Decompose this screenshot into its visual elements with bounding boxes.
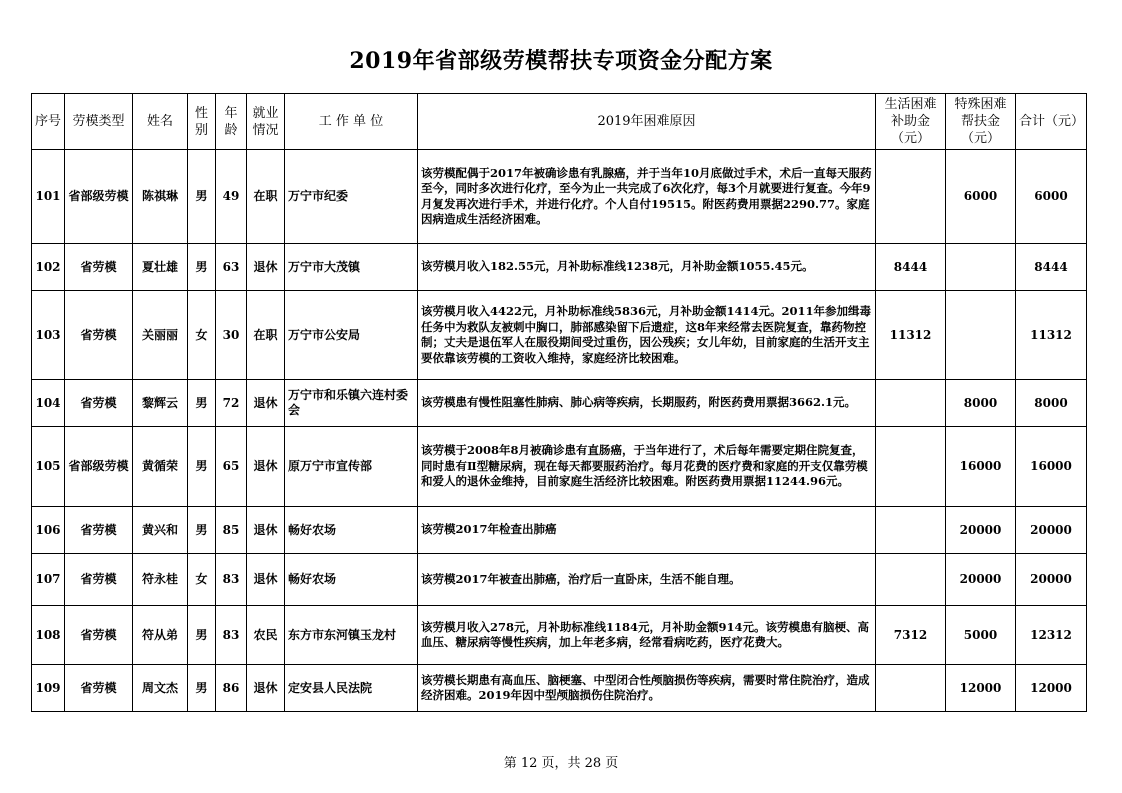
- cell-living: 7312: [876, 606, 946, 665]
- cell-gender: 男: [188, 507, 216, 554]
- table-row: [32, 291, 1087, 380]
- cell-age: 72: [216, 380, 247, 427]
- cell-total: 11312: [1016, 291, 1087, 380]
- cell-unit: 定安县人民法院: [285, 665, 418, 712]
- cell-type: 省劳模: [65, 244, 133, 291]
- header-total: 合计（元）: [1016, 94, 1087, 150]
- cell-gender: 男: [188, 380, 216, 427]
- header-living: 生活困难补助金（元）: [876, 94, 946, 150]
- cell-total: 6000: [1016, 150, 1087, 244]
- header-gender: 性别: [188, 94, 216, 150]
- cell-unit: 万宁市和乐镇六连村委会: [285, 380, 418, 427]
- cell-reason: 该劳模月收入278元，月补助标准线1184元，月补助金额914元。该劳模患有脑梗、高血压、糖尿病等慢性疾病，加上年老多病，经常看病吃药，医疗花费大。: [418, 606, 876, 665]
- cell-gender: 男: [188, 150, 216, 244]
- cell-age: 83: [216, 606, 247, 665]
- cell-status: 退休: [247, 380, 285, 427]
- cell-special: 6000: [946, 150, 1016, 244]
- header-reason: 2019年困难原因: [418, 94, 876, 150]
- page-footer: 第 12 页，共 28 页: [503, 756, 619, 771]
- cell-status: 退休: [247, 554, 285, 606]
- cell-special: 8000: [946, 380, 1016, 427]
- cell-seq: 106: [32, 507, 65, 554]
- table-row: [32, 380, 1087, 427]
- cell-living: [876, 427, 946, 507]
- cell-status: 退休: [247, 427, 285, 507]
- cell-type: 省劳模: [65, 507, 133, 554]
- cell-age: 30: [216, 291, 247, 380]
- table-row: [32, 507, 1087, 554]
- cell-living: [876, 380, 946, 427]
- cell-name: 关丽丽: [133, 291, 188, 380]
- header-age: 年龄: [216, 94, 247, 150]
- header-name: 姓名: [133, 94, 188, 150]
- cell-seq: 102: [32, 244, 65, 291]
- cell-age: 86: [216, 665, 247, 712]
- cell-total: 12000: [1016, 665, 1087, 712]
- cell-unit: 万宁市大茂镇: [285, 244, 418, 291]
- cell-unit: 东方市东河镇玉龙村: [285, 606, 418, 665]
- cell-living: 8444: [876, 244, 946, 291]
- cell-name: 黎辉云: [133, 380, 188, 427]
- cell-total: 16000: [1016, 427, 1087, 507]
- cell-total: 12312: [1016, 606, 1087, 665]
- cell-status: 在职: [247, 291, 285, 380]
- cell-living: [876, 507, 946, 554]
- table-row: [32, 244, 1087, 291]
- cell-gender: 男: [188, 665, 216, 712]
- cell-age: 63: [216, 244, 247, 291]
- cell-special: 16000: [946, 427, 1016, 507]
- cell-type: 省部级劳模: [65, 427, 133, 507]
- cell-special: 12000: [946, 665, 1016, 712]
- cell-type: 省劳模: [65, 606, 133, 665]
- cell-seq: 101: [32, 150, 65, 244]
- cell-reason: 该劳模配偶于2017年被确诊患有乳腺癌，并于当年10月底做过手术，术后一直每天服药至今，同时多次进行化疗，至今为止一共完成了6次化疗，每3个月就要进行复查。今年9月复发再次进行手术，并进行化疗。个人自付19515。附医药费用票据2290.77。家庭因病造成生活经济困难。: [418, 150, 876, 244]
- cell-gender: 女: [188, 554, 216, 606]
- cell-unit: 万宁市纪委: [285, 150, 418, 244]
- cell-living: [876, 665, 946, 712]
- cell-special: 20000: [946, 554, 1016, 606]
- table-row: [32, 665, 1087, 712]
- cell-seq: 103: [32, 291, 65, 380]
- cell-status: 退休: [247, 244, 285, 291]
- cell-special: 5000: [946, 606, 1016, 665]
- cell-special: 20000: [946, 507, 1016, 554]
- cell-unit: 原万宁市宣传部: [285, 427, 418, 507]
- cell-gender: 男: [188, 606, 216, 665]
- cell-status: 退休: [247, 665, 285, 712]
- cell-age: 49: [216, 150, 247, 244]
- cell-living: [876, 150, 946, 244]
- cell-reason: 该劳模于2008年8月被确诊患有直肠癌，于当年进行了，术后每年需要定期住院复查，同时患有Ⅱ型糖尿病，现在每天都要服药治疗。每月花费的医疗费和家庭的开支仅靠劳模和爱人的退休金维持，目前家庭生活经济比较困难。附医药费用票据11244.96元。: [418, 427, 876, 507]
- cell-type: 省劳模: [65, 665, 133, 712]
- cell-status: 农民: [247, 606, 285, 665]
- cell-name: 符永桂: [133, 554, 188, 606]
- cell-special: [946, 291, 1016, 380]
- cell-type: 省劳模: [65, 291, 133, 380]
- table-header-row: [32, 94, 1087, 150]
- cell-name: 黄兴和: [133, 507, 188, 554]
- cell-status: 退休: [247, 507, 285, 554]
- cell-reason: 该劳模患有慢性阻塞性肺病、肺心病等疾病，长期服药，附医药费用票据3662.1元。: [418, 380, 876, 427]
- header-seq: 序号: [32, 94, 65, 150]
- cell-gender: 男: [188, 244, 216, 291]
- cell-reason: 该劳模月收入4422元，月补助标准线5836元，月补助金额1414元。2011年参加缉毒任务中为救队友被刺中胸口，肺部感染留下后遗症，这8年来经常去医院复查，靠药物控制；丈夫是退伍军人在服役期间受过重伤，因公残疾；女儿年幼，目前家庭的生活开支主要依靠该劳模的工资收入维持，家庭经济比较困难。: [418, 291, 876, 380]
- table-row: [32, 150, 1087, 244]
- table-row: [32, 554, 1087, 606]
- cell-seq: 105: [32, 427, 65, 507]
- cell-living: 11312: [876, 291, 946, 380]
- cell-reason: 该劳模2017年检查出肺癌: [418, 507, 876, 554]
- cell-status: 在职: [247, 150, 285, 244]
- cell-total: 8444: [1016, 244, 1087, 291]
- header-type: 劳模类型: [65, 94, 133, 150]
- table-row: [32, 427, 1087, 507]
- cell-age: 65: [216, 427, 247, 507]
- cell-unit: 畅好农场: [285, 507, 418, 554]
- cell-name: 周文杰: [133, 665, 188, 712]
- cell-seq: 108: [32, 606, 65, 665]
- cell-name: 黄循荣: [133, 427, 188, 507]
- cell-type: 省部级劳模: [65, 150, 133, 244]
- header-unit: 工 作 单 位: [285, 94, 418, 150]
- page-title: 2019年省部级劳模帮扶专项资金分配方案: [349, 48, 773, 74]
- cell-type: 省劳模: [65, 380, 133, 427]
- cell-living: [876, 554, 946, 606]
- cell-reason: 该劳模2017年被查出肺癌，治疗后一直卧床，生活不能自理。: [418, 554, 876, 606]
- header-status: 就业情况: [247, 94, 285, 150]
- cell-seq: 109: [32, 665, 65, 712]
- cell-total: 20000: [1016, 554, 1087, 606]
- cell-gender: 女: [188, 291, 216, 380]
- cell-seq: 107: [32, 554, 65, 606]
- table-row: [32, 606, 1087, 665]
- cell-gender: 男: [188, 427, 216, 507]
- cell-age: 83: [216, 554, 247, 606]
- cell-age: 85: [216, 507, 247, 554]
- cell-reason: 该劳模月收入182.55元，月补助标准线1238元，月补助金额1055.45元。: [418, 244, 876, 291]
- cell-seq: 104: [32, 380, 65, 427]
- cell-total: 8000: [1016, 380, 1087, 427]
- allocation-table: [31, 93, 1087, 712]
- cell-name: 符从弟: [133, 606, 188, 665]
- cell-special: [946, 244, 1016, 291]
- header-special: 特殊困难帮扶金（元）: [946, 94, 1016, 150]
- cell-total: 20000: [1016, 507, 1087, 554]
- cell-unit: 万宁市公安局: [285, 291, 418, 380]
- cell-name: 陈祺琳: [133, 150, 188, 244]
- cell-type: 省劳模: [65, 554, 133, 606]
- cell-name: 夏壮雄: [133, 244, 188, 291]
- cell-unit: 畅好农场: [285, 554, 418, 606]
- cell-reason: 该劳模长期患有高血压、脑梗塞、中型闭合性颅脑损伤等疾病，需要时常住院治疗，造成经济困难。2019年因中型颅脑损伤住院治疗。: [418, 665, 876, 712]
